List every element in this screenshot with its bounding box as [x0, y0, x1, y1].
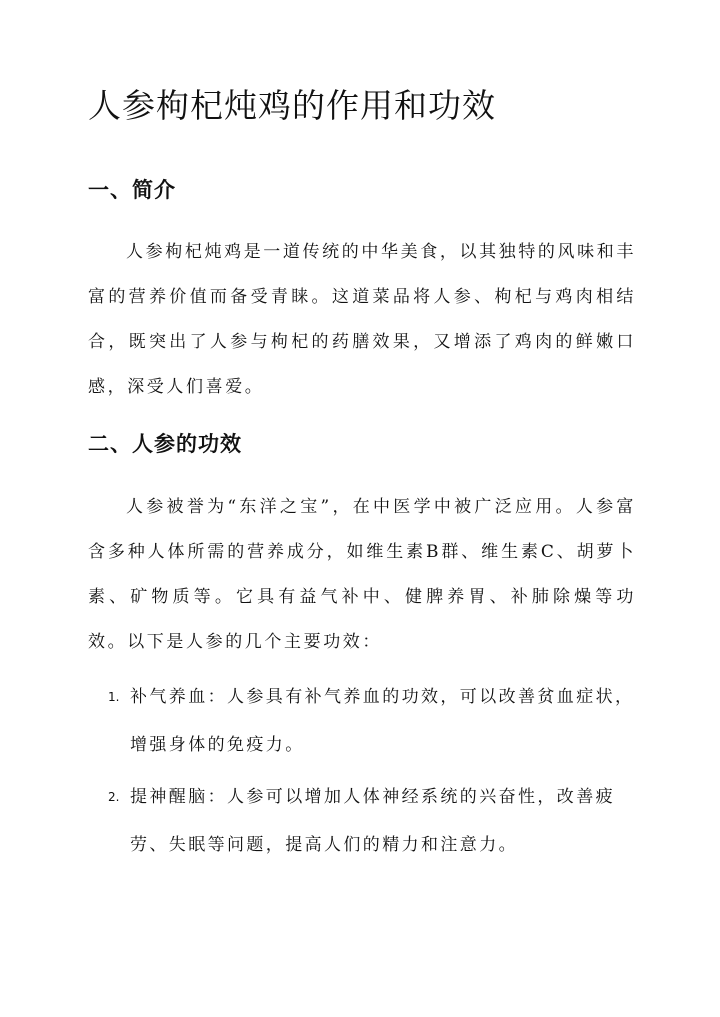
- benefit-list-item-1: [88, 673, 636, 769]
- list-item-number: 1.: [108, 690, 120, 704]
- intro-paragraph: 人参枸杞炖鸡是一道传统的中华美食，以其独特的风味和丰富的营养价值而备受青睐。这道菜品将人参、枸杞与鸡肉相结合，既突出了人参与枸杞的药膳效果，又增添了鸡肉的鲜嫩口感，深受人们喜爱。: [88, 242, 636, 397]
- section-heading-ginseng-benefits: 二、人参的功效: [88, 431, 242, 456]
- list-item: [88, 773, 636, 869]
- ginseng-paragraph: 人参被誉为“东洋之宝”，在中医学中被广泛应用。人参富含多种人体所需的营养成分，如维生素B群、维生素C、胡萝卜素、矿物质等。它具有益气补中、健脾养胃、补肺除燥等功效。以下是人参的几个主要功效：: [88, 497, 636, 652]
- list-item: [88, 673, 636, 769]
- list-item-text: 补气养血：人参具有补气养血的功效，可以改善贫血症状，增强身体的免疫力。: [130, 687, 635, 755]
- section-heading-intro: 一、简介: [88, 177, 176, 202]
- list-item-text: 提神醒脑：人参可以增加人体神经系统的兴奋性，改善疲劳、失眠等问题，提高人们的精力和注意力。: [130, 787, 615, 855]
- benefit-list-item-2: [88, 773, 636, 869]
- document-title: 人参枸杞炖鸡的作用和功效: [88, 86, 496, 125]
- list-item-number: 2.: [108, 790, 120, 804]
